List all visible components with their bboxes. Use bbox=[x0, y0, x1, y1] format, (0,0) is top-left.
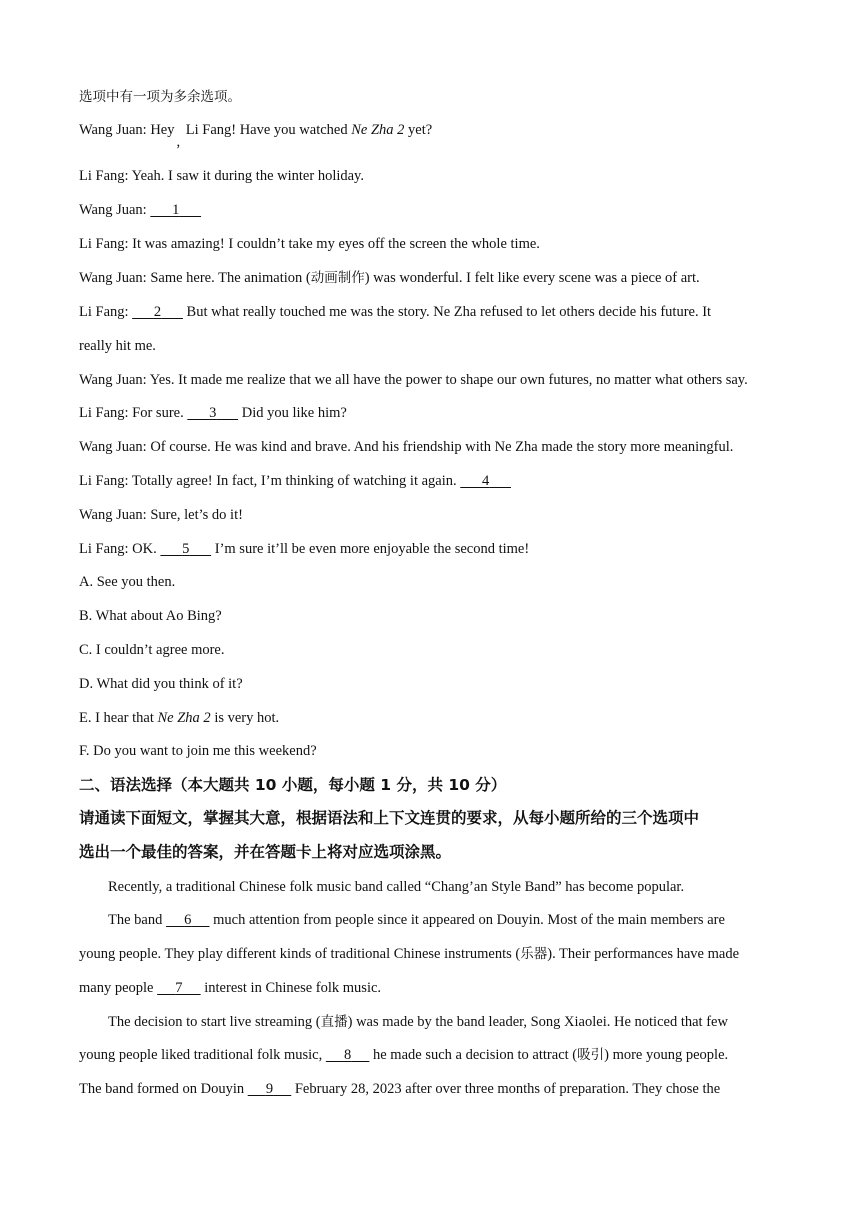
dialogue-line-11 bbox=[79, 471, 511, 491]
dialogue-text: ) was wonderful. I felt like every scene was a piece of art. bbox=[364, 270, 700, 286]
passage-text: interest in Chinese folk music. bbox=[204, 980, 382, 996]
blank-1[interactable]: 1 bbox=[172, 202, 180, 218]
chinese-gloss: 动画制作 bbox=[310, 270, 365, 286]
dialogue-line-9 bbox=[79, 403, 347, 423]
dialogue-line-7: really hit me. bbox=[79, 338, 156, 354]
passage-text: he made such a decision to attract ( bbox=[372, 1047, 578, 1063]
dialogue-line-3 bbox=[79, 200, 201, 220]
passage-text: young people liked traditional folk music, bbox=[79, 1047, 323, 1063]
section-2-instruction-2: 选出一个最佳的答案，并在答题卡上将对应选项涂黑。 bbox=[79, 843, 452, 861]
blank-7[interactable]: 7 bbox=[175, 980, 183, 996]
dialogue-text: Did you like him? bbox=[241, 405, 347, 421]
movie-title: Ne Zha 2 bbox=[157, 710, 211, 726]
option-c: C. I couldn’t agree more. bbox=[79, 642, 225, 658]
passage-line-5 bbox=[108, 1012, 728, 1032]
speaker: Li Fang: bbox=[79, 304, 129, 320]
dialogue-line-12: Wang Juan: Sure, let’s do it! bbox=[79, 507, 243, 523]
speaker: Wang Juan: bbox=[79, 202, 147, 218]
chinese-gloss: 乐器 bbox=[520, 946, 548, 962]
passage-line-6 bbox=[79, 1045, 728, 1065]
chinese-gloss: 吸引 bbox=[577, 1047, 605, 1063]
passage-text: much attention from people since it appeared on Douyin. Most of the main members are bbox=[213, 912, 725, 928]
speaker: Li Fang: OK. bbox=[79, 541, 157, 557]
dialogue-line-5 bbox=[79, 268, 700, 288]
dialogue-line-1 bbox=[79, 120, 433, 150]
blank-6[interactable]: 6 bbox=[184, 912, 192, 928]
speaker: Li Fang: Totally agree! In fact, I’m thinking of watching it again. bbox=[79, 473, 457, 489]
blank-9[interactable]: 9 bbox=[265, 1081, 274, 1097]
blank-8[interactable]: 8 bbox=[343, 1047, 352, 1063]
passage-line-4 bbox=[79, 978, 381, 998]
passage-text: ) was made by the band leader, Song Xiaolei. He noticed that few bbox=[347, 1014, 728, 1030]
option-a: A. See you then. bbox=[79, 574, 176, 590]
blank-4[interactable]: 4 bbox=[482, 473, 490, 489]
speaker: Wang Juan: bbox=[79, 122, 147, 138]
option-text: is very hot. bbox=[214, 710, 280, 726]
blank-5[interactable]: 5 bbox=[182, 541, 190, 557]
greeting: Hey bbox=[150, 122, 175, 138]
option-d: D. What did you think of it? bbox=[79, 676, 243, 692]
section-2-heading: 二、语法选择（本大题共 10 小题，每小题 1 分，共 10 分） bbox=[79, 776, 507, 794]
dialogue-text: yet? bbox=[408, 122, 433, 138]
speaker: Li Fang: For sure. bbox=[79, 405, 184, 421]
dialogue-line-8: Wang Juan: Yes. It made me realize that we all have the power to shape our own futures, no matter what others say. bbox=[79, 372, 748, 388]
passage-line-2 bbox=[108, 910, 725, 930]
passage-text: young people. They play different kinds of traditional Chinese instruments ( bbox=[79, 946, 521, 962]
comma: , bbox=[176, 134, 181, 150]
movie-title: Ne Zha 2 bbox=[351, 122, 405, 138]
instruction-tail: 选项中有一项为多余选项。 bbox=[79, 89, 241, 105]
dialogue-text: Li Fang! Have you watched bbox=[185, 122, 348, 138]
chinese-gloss: 直播 bbox=[320, 1014, 348, 1030]
blank-3[interactable]: 3 bbox=[209, 405, 217, 421]
dialogue-line-13 bbox=[79, 539, 529, 559]
option-e bbox=[79, 708, 279, 728]
dialogue-line-6 bbox=[79, 302, 711, 322]
passage-line-7 bbox=[79, 1079, 720, 1099]
option-b: B. What about Ao Bing? bbox=[79, 608, 222, 624]
dialogue-text: Wang Juan: Same here. The animation ( bbox=[79, 270, 311, 286]
option-text: E. I hear that bbox=[79, 710, 154, 726]
dialogue-line-10: Wang Juan: Of course. He was kind and brave. And his friendship with Ne Zha made the story more meaningful. bbox=[79, 439, 734, 455]
passage-line-3 bbox=[79, 944, 739, 964]
dialogue-text: But what really touched me was the story. Ne Zha refused to let others decide his future. It bbox=[186, 304, 712, 320]
dialogue-text: I’m sure it’ll be even more enjoyable the second time! bbox=[214, 541, 530, 557]
passage-line-1: Recently, a traditional Chinese folk music band called “Chang’an Style Band” has become popular. bbox=[108, 879, 685, 895]
passage-text: ) more young people. bbox=[604, 1047, 729, 1063]
passage-text: The band bbox=[108, 912, 163, 928]
blank-2[interactable]: 2 bbox=[153, 304, 162, 320]
passage-text: The band formed on Douyin bbox=[79, 1081, 245, 1097]
passage-text: February 28, 2023 after over three months of preparation. They chose the bbox=[294, 1081, 721, 1097]
passage-text: ). Their performances have made bbox=[547, 946, 739, 962]
passage-text: The decision to start live streaming ( bbox=[108, 1014, 321, 1030]
passage-text: many people bbox=[79, 980, 154, 996]
dialogue-line-2: Li Fang: Yeah. I saw it during the winter holiday. bbox=[79, 168, 364, 184]
dialogue-line-4: Li Fang: It was amazing! I couldn’t take my eyes off the screen the whole time. bbox=[79, 236, 540, 252]
section-2-instruction-1: 请通读下面短文，掌握其大意，根据语法和上下文连贯的要求，从每小题所给的三个选项中 bbox=[79, 809, 700, 827]
option-f: F. Do you want to join me this weekend? bbox=[79, 743, 317, 759]
